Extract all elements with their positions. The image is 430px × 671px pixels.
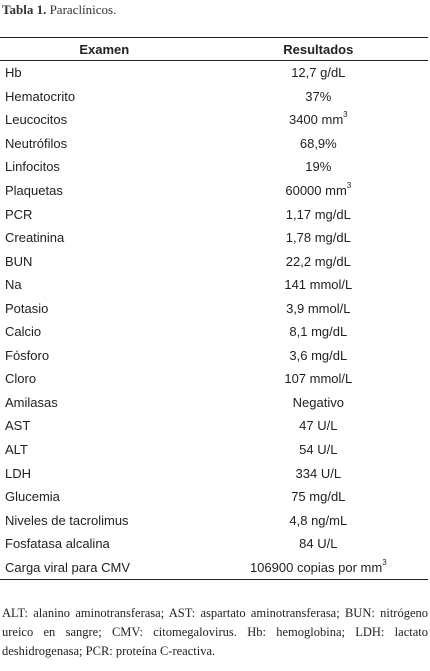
exam-cell: Fósforo — [5, 347, 50, 363]
exam-cell: ALT — [5, 442, 28, 458]
result-value: 54 U/L — [299, 442, 338, 458]
exam-cell: Creatinina — [5, 230, 65, 246]
result-cell — [209, 508, 428, 532]
exam-cell: Fosfatasa alcalina — [5, 536, 110, 552]
table-row — [0, 414, 428, 438]
exam-cell: AST — [5, 418, 31, 434]
table-row — [0, 367, 428, 391]
result-value: 37% — [305, 88, 332, 104]
header-results: Resultados — [209, 38, 428, 61]
result-value: 106900 copias por mm — [249, 559, 383, 575]
result-cell — [209, 391, 428, 415]
table-footnote: ALT: alanino aminotransferasa; AST: aspartato aminotransferasa; BUN: nitrógeno ureico en sangre; CMV: citomegalovirus. Hb: hemoglobina; LDH: lactato deshidrogenasa; PCR: proteína C-reactiva. — [2, 606, 428, 658]
result-cell — [209, 132, 428, 156]
exam-cell: Glucemia — [5, 489, 60, 505]
exam-cell: Amilasas — [5, 394, 58, 410]
exam-cell: Cloro — [5, 371, 37, 387]
table-row — [0, 85, 428, 109]
exam-cell: Carga viral para CMV — [0, 555, 209, 579]
table-caption-label: Tabla 1. — [2, 2, 47, 17]
result-cell — [209, 485, 428, 509]
result-superscript: 3 — [346, 181, 352, 190]
result-value: 1,78 mg/dL — [285, 230, 351, 246]
table-row — [0, 391, 428, 415]
table-row — [0, 320, 428, 344]
exam-cell: Niveles de tacrolimus — [5, 512, 129, 528]
result-value: 19% — [305, 159, 332, 175]
result-value: 334 U/L — [295, 465, 342, 481]
result-value: 8,1 mg/dL — [289, 324, 348, 340]
result-cell — [209, 202, 428, 226]
exam-cell: Plaquetas — [5, 183, 63, 198]
result-cell — [209, 555, 428, 579]
result-cell — [209, 296, 428, 320]
exam-cell: Na — [5, 277, 22, 293]
table-row — [0, 438, 428, 462]
result-superscript: 3 — [382, 557, 387, 567]
result-cell — [209, 532, 428, 556]
results-table — [0, 37, 428, 580]
result-value: 3400 mm — [288, 112, 344, 128]
result-cell — [209, 108, 428, 132]
exam-cell: Hb — [5, 65, 22, 81]
exam-cell: PCR — [5, 206, 33, 222]
result-value: 22,2 mg/dL — [285, 253, 351, 269]
table-caption-text: Paraclínicos. — [49, 2, 117, 17]
table-caption — [2, 2, 116, 18]
table-row — [0, 485, 428, 509]
result-value: 12,7 g/dL — [291, 65, 346, 81]
table-row — [0, 508, 428, 532]
exam-cell: BUN — [5, 253, 33, 269]
table-row — [0, 132, 428, 156]
table-row — [0, 226, 428, 250]
result-superscript: 3 — [343, 110, 348, 120]
table-row — [0, 344, 428, 368]
result-value: Negativo — [292, 394, 344, 410]
exam-cell: Potasio — [5, 300, 49, 316]
result-cell — [209, 414, 428, 438]
exam-cell: LDH — [5, 465, 32, 481]
result-cell — [209, 226, 428, 250]
table-header-row — [0, 38, 428, 61]
table-row — [0, 532, 428, 556]
result-cell — [209, 461, 428, 485]
table-row — [0, 61, 428, 85]
result-value: 141 mmol/L — [284, 277, 353, 293]
result-value: 75 mg/dL — [291, 489, 346, 505]
result-cell — [209, 249, 428, 273]
table-row — [0, 296, 428, 320]
table-row — [0, 273, 428, 297]
table-row — [0, 179, 428, 203]
table-body — [0, 61, 428, 580]
exam-cell: Calcio — [5, 324, 42, 340]
result-value: 68,9% — [299, 135, 337, 151]
exam-cell: Hematocrito — [5, 88, 76, 104]
result-cell — [209, 155, 428, 179]
result-cell — [209, 85, 428, 109]
result-cell — [209, 344, 428, 368]
exam-cell: Neutrófilos — [5, 135, 68, 151]
exam-cell: Leucocitos — [5, 112, 68, 128]
table-row — [0, 249, 428, 273]
header-exam: Examen — [0, 38, 209, 61]
result-cell — [209, 320, 428, 344]
exam-cell: Linfocitos — [5, 159, 60, 175]
result-value: 4,8 ng/mL — [289, 512, 348, 528]
result-value: 107 mmol/L — [284, 371, 353, 387]
result-cell — [209, 273, 428, 297]
result-cell — [209, 61, 428, 85]
table-row — [0, 461, 428, 485]
table-row — [0, 155, 428, 179]
table-row — [0, 108, 428, 132]
result-value: 84 U/L — [299, 536, 338, 552]
result-cell — [209, 367, 428, 391]
result-value: 1,17 mg/dL — [285, 206, 351, 222]
result-value: 3,6 mg/dL — [289, 347, 348, 363]
results-table-container — [0, 37, 428, 580]
table-row — [0, 555, 428, 579]
result-cell — [209, 179, 428, 203]
result-value: 47 U/L — [299, 418, 338, 434]
result-value: 3,9 mmol/L — [286, 300, 351, 316]
table-row — [0, 202, 428, 226]
result-value: 60000 mm — [285, 183, 347, 198]
result-cell — [209, 438, 428, 462]
